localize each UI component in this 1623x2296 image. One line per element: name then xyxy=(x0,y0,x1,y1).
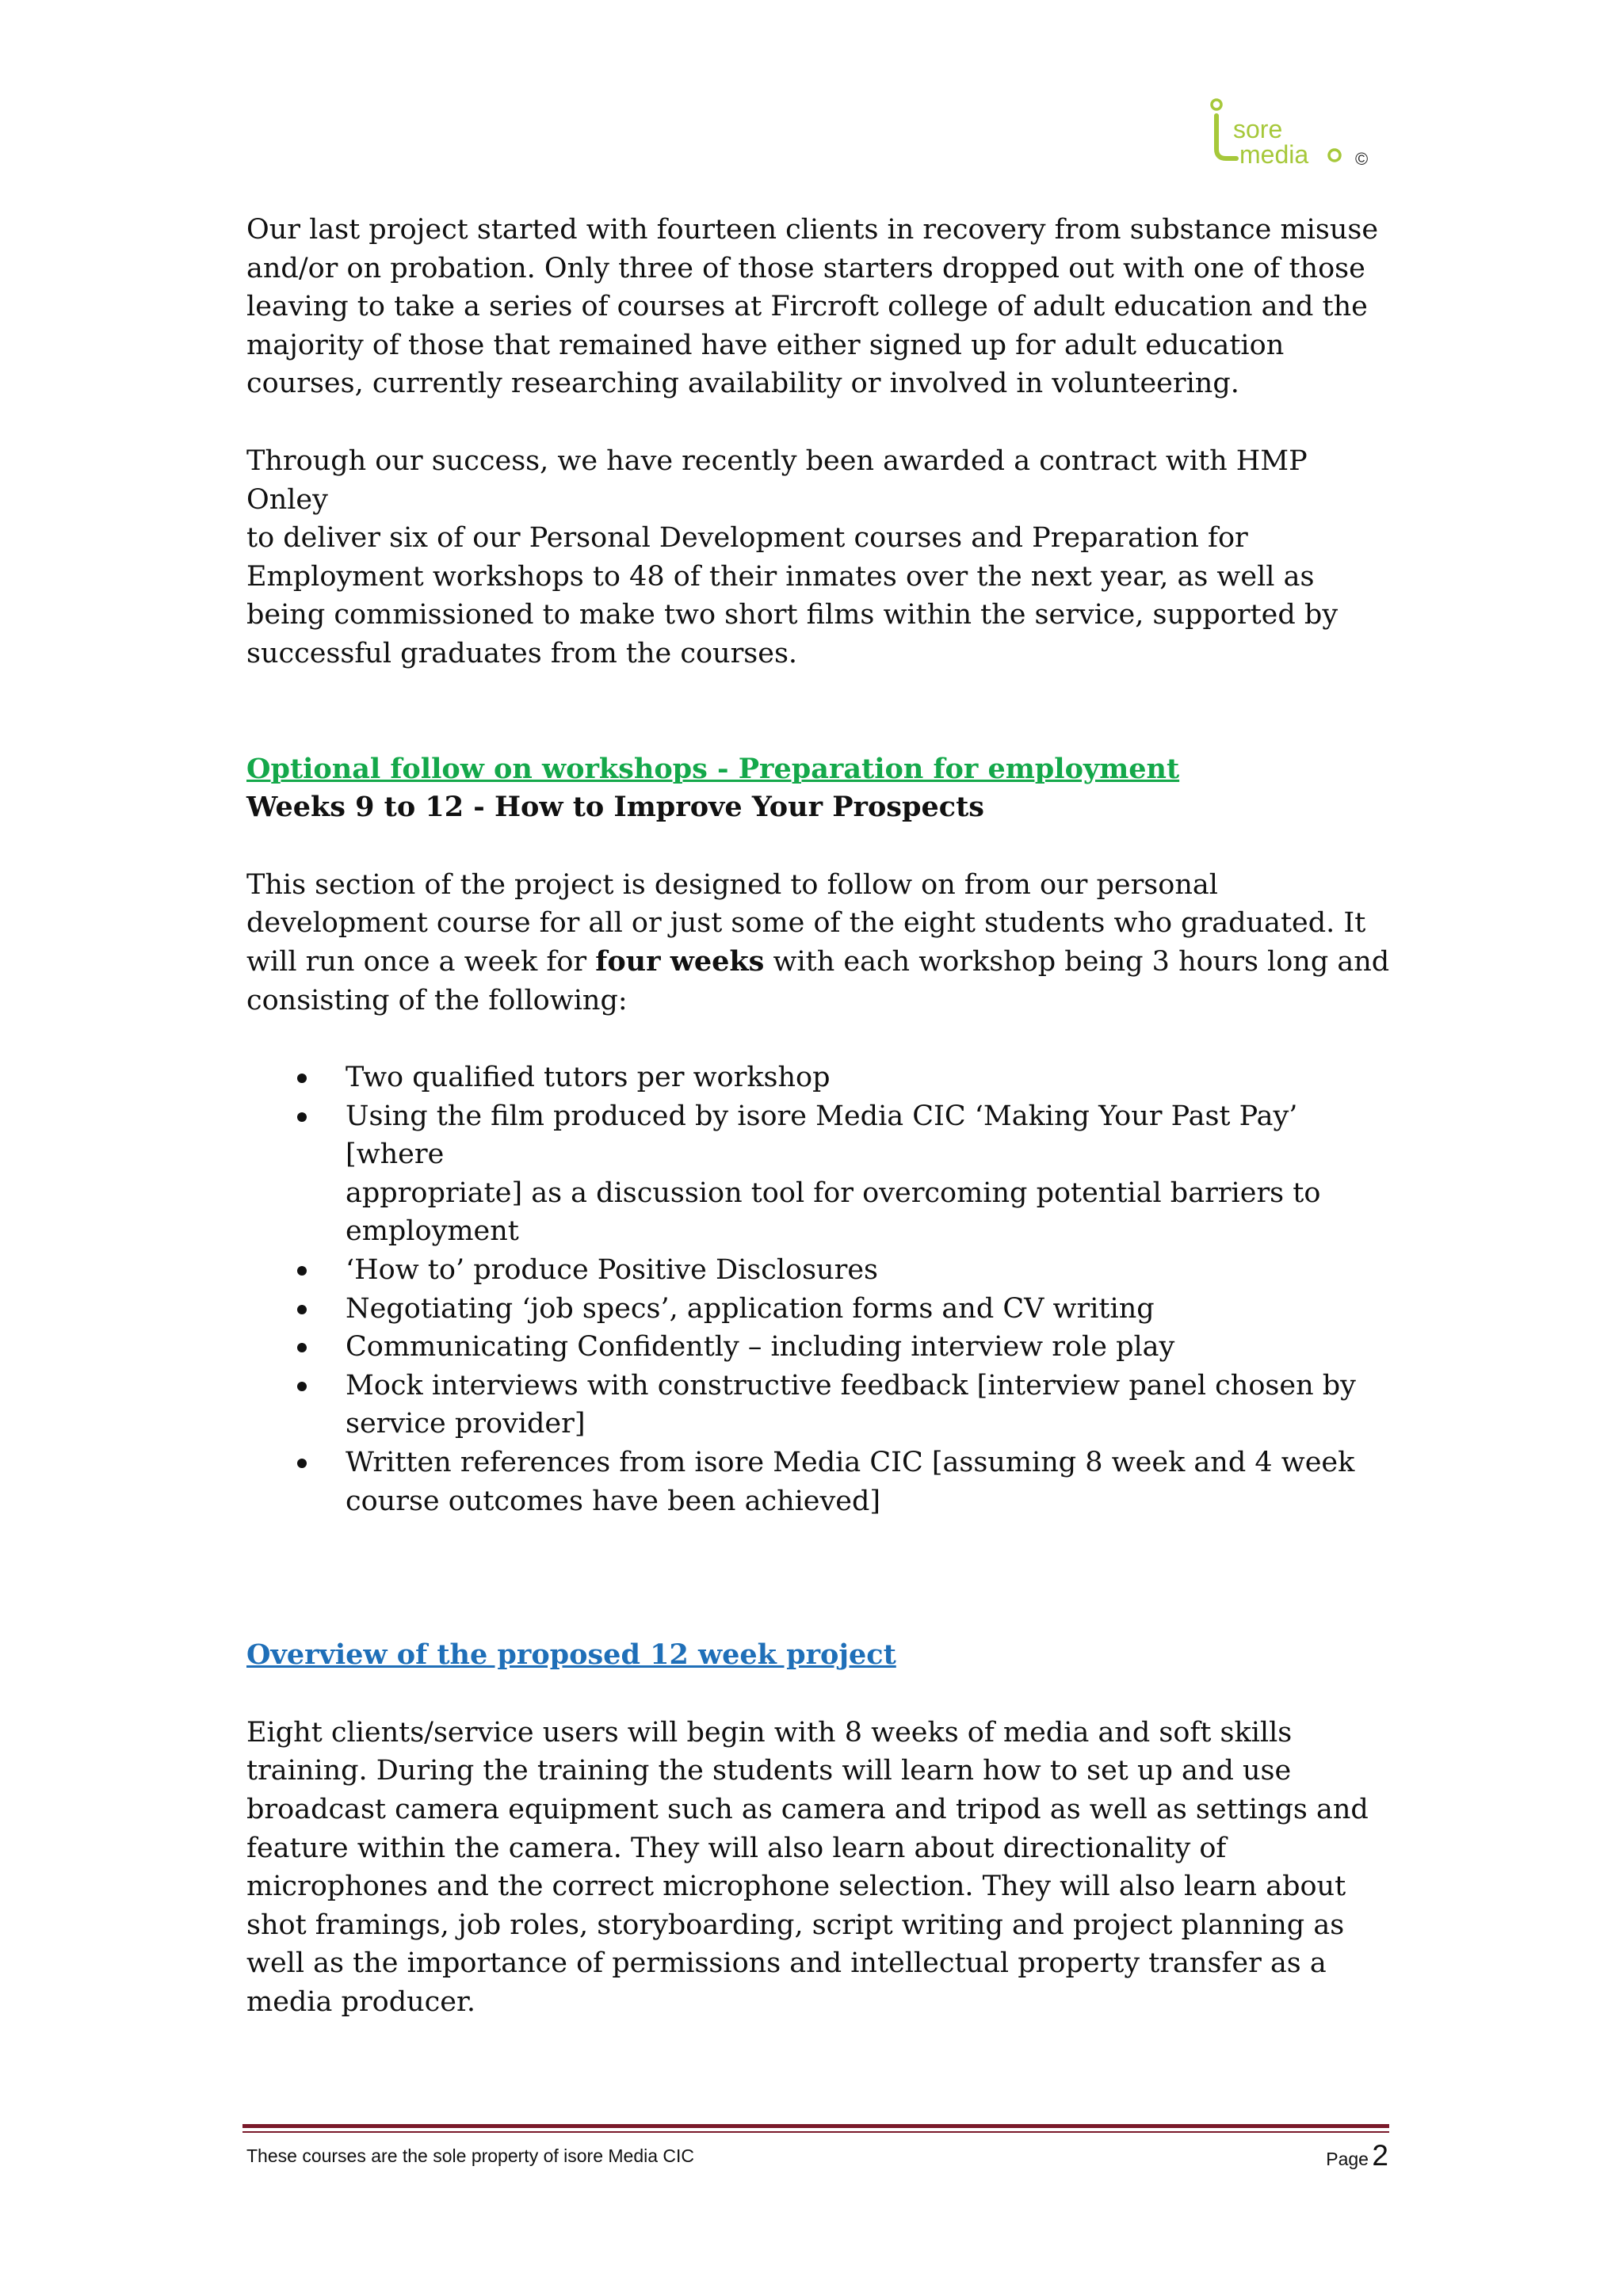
list-item-text: Written references from isore Media CIC [assuming 8 week and 4 week course outcomes have been achieved] xyxy=(346,1447,1355,1517)
footer-rule-thick xyxy=(242,2124,1389,2128)
paragraph-section-description xyxy=(246,866,1396,1020)
description-text-start: This section of the project is designed to follow on from our personal development course for all or just some of the eight students who graduated. It will run once a week for xyxy=(246,868,1366,978)
footer-page-number xyxy=(1326,2139,1388,2172)
svg-text:sore: sore xyxy=(1233,115,1283,143)
section-subheading-weeks-9-12: Weeks 9 to 12 - How to Improve Your Prospects xyxy=(246,791,984,824)
description-text-end: with each workshop being 3 hours long and consisting of the following: xyxy=(246,945,1390,1016)
description-bold-four-weeks: four weeks xyxy=(595,944,765,978)
page-number: 2 xyxy=(1372,2139,1388,2172)
page-label: Page xyxy=(1326,2149,1369,2169)
bullet-icon xyxy=(297,1459,307,1468)
list-item-text: Two qualified tutors per workshop xyxy=(346,1062,831,1094)
workshop-bullet-list xyxy=(246,1058,1396,1520)
list-item-text: Using the film produced by isore Media CIC ‘Making Your Past Pay’ [where appropriate] as a discussion tool for overcoming potential barriers to employment xyxy=(346,1100,1321,1248)
bullet-icon xyxy=(297,1074,307,1083)
footer-ownership-text: These courses are the sole property of isore Media CIC xyxy=(246,2145,695,2166)
paragraph-last-project: Our last project started with fourteen clients in recovery from substance misuse and/or on probation. Only three of those starters dropped out with one of those leaving to take a series of courses at Fircroft college of adult education and the majority of those that remained have either signed up for adult education courses, currently researching availability or involved in volunteering. xyxy=(246,214,1379,400)
list-item xyxy=(246,1367,1396,1444)
list-item xyxy=(246,1328,1396,1367)
list-item xyxy=(246,1444,1396,1520)
bullet-icon xyxy=(297,1305,307,1314)
list-item xyxy=(246,1290,1396,1329)
document-body xyxy=(246,211,1396,2022)
list-item xyxy=(246,1058,1396,1097)
list-item-text: ‘How to’ produce Positive Disclosures xyxy=(346,1254,879,1287)
logo-copyright-mark: © xyxy=(1355,149,1369,169)
bullet-icon xyxy=(297,1112,307,1122)
bullet-icon xyxy=(297,1382,307,1391)
svg-text:media: media xyxy=(1239,140,1309,169)
list-item xyxy=(246,1097,1396,1251)
paragraph-overview: Eight clients/service users will begin with 8 weeks of media and soft skills training. During the training the students will learn how to set up and use broadcast camera equipment such as camera and tripod as well as settings and feature within the camera. They will also learn about directionality of microphones and the correct microphone selection. They will also learn about shot framings, job roles, storyboarding, script writing and project planning as well as the importance of permissions and intellectual property transfer as a media producer. xyxy=(246,1716,1369,2018)
bullet-icon xyxy=(297,1343,307,1352)
section-heading-preparation-for-employment[interactable]: Optional follow on workshops - Preparation for employment xyxy=(246,752,1180,785)
list-item xyxy=(246,1251,1396,1290)
list-item-text: Mock interviews with constructive feedback [interview panel chosen by service provider] xyxy=(346,1369,1356,1440)
list-item-text: Negotiating ‘job specs’, application forms and CV writing xyxy=(346,1292,1155,1325)
bullet-icon xyxy=(297,1266,307,1276)
section-heading-overview-12-week-project[interactable]: Overview of the proposed 12 week project xyxy=(246,1638,896,1672)
footer-rule-thin xyxy=(242,2131,1389,2133)
paragraph-success: Through our success, we have recently been awarded a contract with HMP Onley to deliver six of our Personal Development courses and Preparation for Employment workshops to 48 of their inmates over the next year, as well as being commissioned to make two short films within the service, supported by successful graduates from the courses. xyxy=(246,444,1338,669)
list-item-text: Communicating Confidently – including interview role play xyxy=(346,1331,1175,1363)
